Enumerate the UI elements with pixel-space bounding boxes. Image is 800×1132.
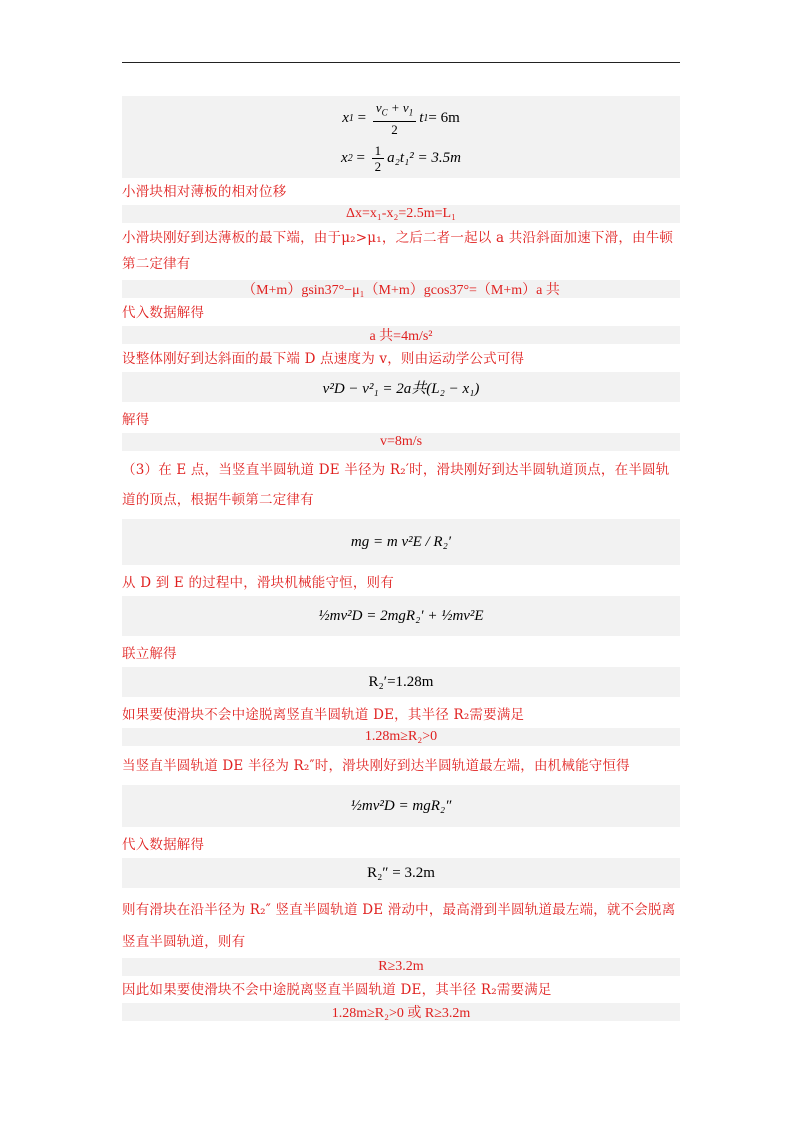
equation-acceleration: a 共=4m/s² — [122, 326, 680, 344]
equation-energy-1: ½mv²D = 2mgR₂′ + ½mv²E — [122, 596, 680, 636]
equation-newton-second-law: （M+m）gsin37°−μ₁（M+m）gcos37°=（M+m）a 共 — [122, 280, 680, 298]
text-relative-displacement: 小滑块相对薄板的相对位移 — [122, 184, 287, 200]
equation-box-x — [122, 96, 680, 178]
text-velocity-at-d: 设整体刚好到达斜面的最下端 D 点速度为 v，则由运动学公式可得 — [122, 351, 525, 367]
equation-condition-1: 1.28m≥R₂>0 — [122, 728, 680, 746]
solution-content — [122, 96, 680, 1021]
text-condition-1: 如果要使滑块不会中途脱离竖直半圆轨道 DE，其半径 R₂需要满足 — [122, 707, 525, 723]
text-leftmost-point: 当竖直半圆轨道 DE 半径为 R₂″时，滑块刚好到达半圆轨道最左端，由机械能守恒得 — [122, 758, 630, 774]
equation-velocity: v=8m/s — [122, 433, 680, 451]
equation-condition-2: R≥3.2m — [122, 958, 680, 976]
text-substitute-2: 代入数据解得 — [122, 837, 205, 853]
text-part-3: （3）在 E 点，当竖直半圆轨道 DE 半径为 R₂′时，滑块刚好到达半圆轨道顶点，在半圆轨道的顶点，根据牛顿第二定律有 — [122, 462, 670, 508]
text-substitute-1: 代入数据解得 — [122, 305, 205, 321]
text-energy-conservation: 从 D 到 E 的过程中，滑块机械能守恒，则有 — [122, 575, 394, 591]
equation-energy-2: ½mv²D = mgR₂″ — [122, 785, 680, 827]
text-final-condition: 因此如果要使滑块不会中途脱离竖直半圆轨道 DE，其半径 R₂需要满足 — [122, 982, 552, 998]
equation-centripetal: mg = m v²E / R₂′ — [122, 519, 680, 565]
text-not-leave-track: 则有滑块在沿半径为 R₂″ 竖直半圆轨道 DE 滑动中，最高滑到半圆轨道最左端，就不会脱离竖直半圆轨道，则有 — [122, 902, 676, 950]
equation-x2: x 2 = $\frac{1}{2}$ a₂t₁² = 3.5m — [341, 142, 461, 174]
equation-final-answer: 1.28m≥R₂>0 或 R≥3.2m — [122, 1003, 680, 1021]
header-rule — [122, 62, 680, 63]
equation-r2-prime: R₂′=1.28m — [122, 667, 680, 697]
text-combine-solve: 联立解得 — [122, 646, 177, 662]
text-slide-down: 小滑块刚好到达薄板的最下端，由于μ₂>μ₁，之后二者一起以 a 共沿斜面加速下滑，由牛顿第二定律有 — [122, 230, 674, 272]
text-solve-1: 解得 — [122, 412, 150, 428]
equation-x1: x 1 = $\frac{v_C + v_1}{2}$ t 1 = 6m — [342, 100, 460, 137]
equation-r2-double-prime: R₂″ = 3.2m — [122, 858, 680, 888]
equation-kinematics: v²D − v²₁ = 2a共(L₂ − x₁) — [122, 372, 680, 402]
equation-delta-x: Δx=x₁-x₂=2.5m=L₁ — [122, 205, 680, 223]
